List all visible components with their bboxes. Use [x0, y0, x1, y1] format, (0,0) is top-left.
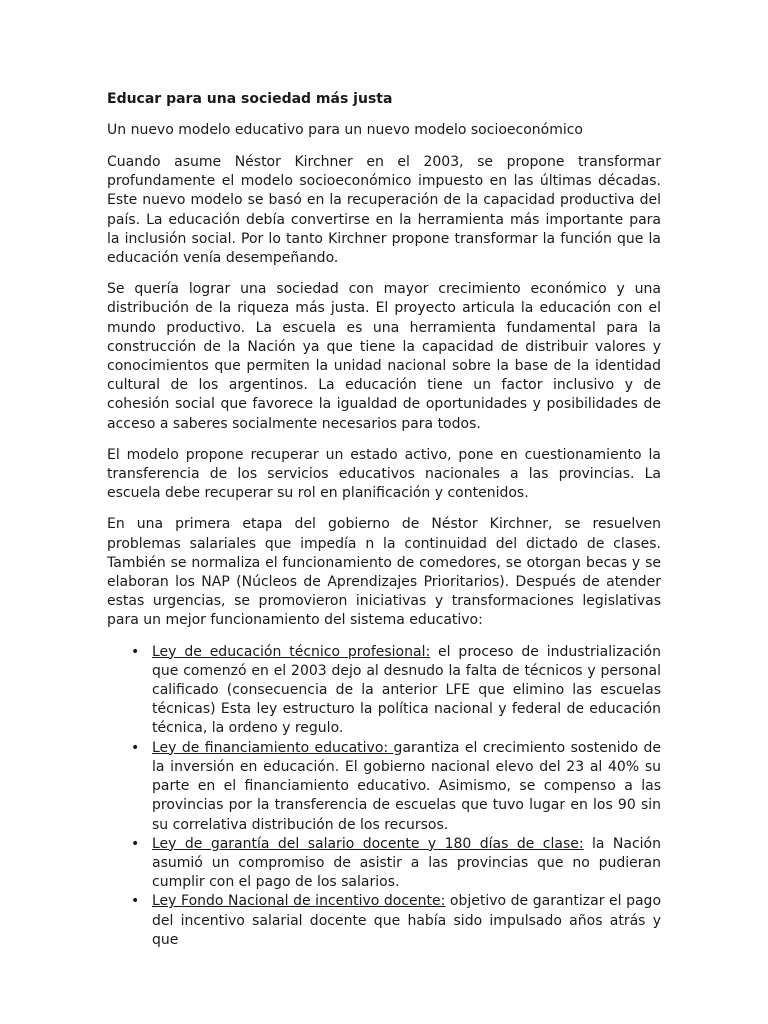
- document-title: Educar para una sociedad más justa: [107, 91, 393, 107]
- list-item-ley-financiamiento: [131, 739, 661, 835]
- bullet-marker: •: [131, 835, 140, 852]
- law-name: Ley de educación técnico profesional:: [152, 643, 431, 660]
- paragraph-kirchner-2003: Cuando asume Néstor Kirchner en el 2003, se propone transformar profundamente el modelo socioeconómico impuesto en las últimas décadas. Este nuevo modelo se basó en la recuperación de la capacidad productiva del país. La educación debía convertirse en la herramienta más importante para la inclusión social. Por lo tanto Kirchner propone transformar la función que la educación venía desempeñando.: [107, 154, 661, 267]
- document-subtitle: Un nuevo modelo educativo para un nuevo modelo socioeconómico: [107, 122, 583, 138]
- list-item-ley-tecnico-profesional: [131, 643, 661, 739]
- paragraph-sociedad-justa: Se quería lograr una sociedad con mayor crecimiento económico y una distribución de la riqueza más justa. El proyecto articula la educación con el mundo productivo. La escuela es una herramienta fundamental para la construcción de la Nación ya que tiene la capacidad de distribuir valores y conocimientos que permiten la unidad nacional sobre la base de la identidad cultural de los argentinos. La educación tiene un factor inclusivo y de cohesión social que favorece la igualdad de oportunidades y posibilidades de acceso a saberes socialmente necesarios para todos.: [107, 281, 661, 432]
- law-description: objetivo de garantizar el pago del incentivo salarial docente que había sido impulsado años atrás y que: [152, 893, 662, 948]
- bullet-marker: •: [131, 643, 140, 660]
- bullet-marker: •: [131, 893, 140, 910]
- laws-list: [107, 643, 661, 950]
- list-item-ley-garantia-salario: [131, 835, 661, 893]
- paragraph-primera-etapa: En una primera etapa del gobierno de Néstor Kirchner, se resuelven problemas salariales que impedía n la continuidad del dictado de clases. También se normaliza el funcionamiento de comedores, se otorgan becas y se elaboran los NAP (Núcleos de Aprendizajes Prioritarios). Después de atender estas urgencias, se promovieron iniciativas y transformaciones legislativas para un mejor funcionamiento del sistema educativo:: [107, 516, 661, 629]
- law-description: la Nación asumió un compromiso de asistir a las provincias que no pudieran cumplir con el pago de los salarios.: [152, 835, 661, 891]
- list-item-ley-fondo-incentivo: [131, 892, 662, 950]
- law-description: garantiza el crecimiento sostenido de la inversión en educación. El gobierno nacional elevo del 23 al 40% su parte en el financiamiento educativo. Asimismo, se compenso a las provincias por la transferencia de escuelas que tuvo lugar en los 90 sin su correlativa distribución de los recursos.: [152, 739, 661, 833]
- paragraph-estado-activo: El modelo propone recuperar un estado activo, pone en cuestionamiento la transferencia de los servicios educativos nacionales a las provincias. La escuela debe recuperar su rol en planificación y contenidos.: [107, 446, 661, 502]
- law-name: Ley de financiamiento educativo:: [152, 739, 394, 756]
- law-name: Ley Fondo Nacional de incentivo docente:: [152, 893, 446, 910]
- law-name: Ley de garantía del salario docente y 180 días de clase:: [152, 835, 584, 852]
- bullet-marker: •: [131, 739, 140, 756]
- law-description: el proceso de industrialización que comenzó en el 2003 dejo al desnudo la falta de técnicos y personal calificado (consecuencia de la anterior LFE que elimino las escuelas técnicas) Esta ley estructuro la política nacional y federal de educación técnica, la ordeno y regulo.: [152, 643, 661, 737]
